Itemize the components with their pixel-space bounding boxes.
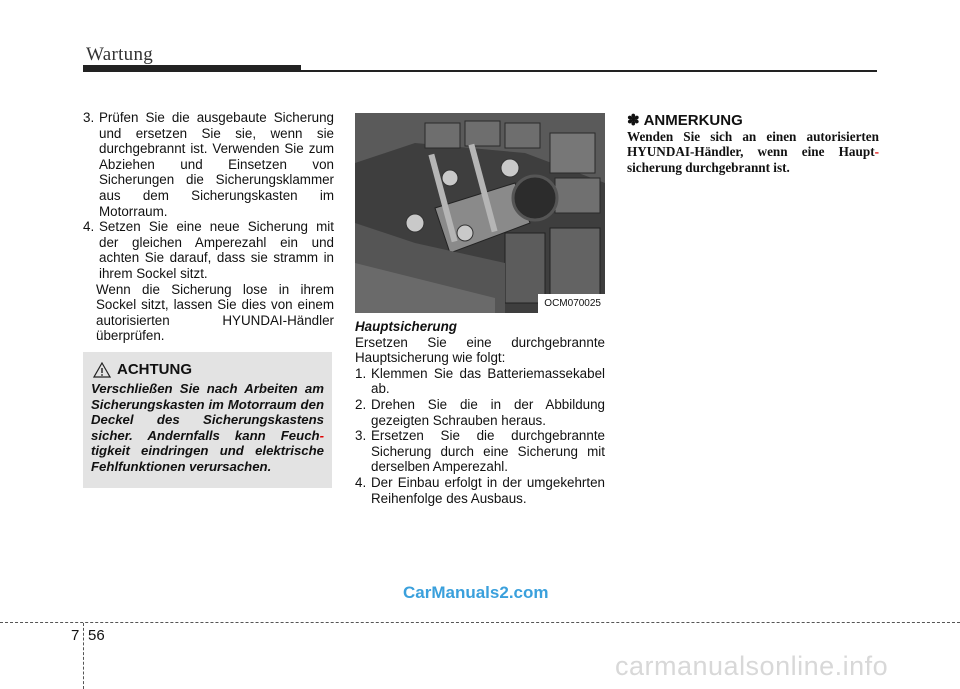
step-text: Klemmen Sie das Batteriemassekabel ab. [371, 365, 605, 397]
footer-rule [0, 622, 960, 623]
follow-paragraph: Wenn die Sicherung lose in ihrem Sockel sitzt, lassen Sie dies von einem autorisierten HYUNDAI-Händler überprüfen. [96, 281, 334, 344]
step-2 [355, 397, 605, 428]
warning-title: ACHTUNG [117, 361, 192, 379]
warning-text [91, 381, 324, 475]
fuse-box-photo [355, 113, 605, 313]
warning-text-part1: Verschließen Sie nach Arbeiten am Sicherungskasten im Motorraum den Deckel des Sicherungskastens sicher. Andernfalls kann Feuch [91, 380, 324, 443]
warning-header [93, 362, 324, 378]
note-title: ANMERKUNG [643, 112, 743, 129]
step-number: 4. [83, 219, 95, 235]
column-middle [355, 110, 605, 506]
step-number: 3. [355, 428, 367, 444]
hyphen-mark: - [319, 427, 324, 443]
warning-triangle-icon [93, 362, 111, 378]
step-3 [355, 428, 605, 475]
step-number: 4. [355, 474, 367, 490]
note-asterisk-icon: ✽ [627, 112, 640, 129]
header-rule-thick [83, 65, 301, 72]
step-number: 1. [355, 365, 367, 381]
step-text: Setzen Sie eine neue Sicherung mit der gleichen Amperezahl ein und achten Sie darauf, dass sie stramm in ihrem Sockel sitzt. [99, 219, 334, 281]
step-4 [83, 219, 334, 281]
watermark-link[interactable]: CarManuals2.com [403, 583, 549, 602]
step-1 [355, 366, 605, 397]
step-number: 3. [83, 110, 95, 125]
footer-site-watermark: carmanualsonline.info [615, 651, 889, 681]
hyphen-mark: - [874, 144, 879, 160]
column-right [627, 110, 879, 175]
note-text-part1: Wenden Sie sich an einen autorisierten HYUNDAI-Händler, wenn eine Haupt [627, 128, 879, 160]
image-code-caption: OCM070025 [538, 294, 605, 313]
step-text: Ersetzen Sie die durchgebrannte Sicherung durch eine Sicherung mit derselben Amperezahl. [371, 428, 605, 475]
step-text: Drehen Sie die in der Abbildung gezeigten Schrauben heraus. [371, 396, 605, 428]
subsection-heading: Hauptsicherung [355, 319, 457, 334]
page-number: 56 [88, 627, 105, 644]
step-4 [355, 475, 605, 506]
note-header [627, 113, 879, 129]
step-number: 2. [355, 396, 367, 412]
note-text [627, 129, 879, 176]
step-text: Prüfen Sie die ausgebaute Sicherung und ersetzen Sie sie, wenn sie durchgebrannt ist. Verwenden Sie zum Abziehen und Einsetzen von Sicherungen die Sicherungsklammer aus dem Sicherungskasten im Motorraum. [99, 110, 334, 219]
note-text-part2: sicherung durchgebrannt ist. [627, 159, 790, 175]
footer-divider [83, 623, 84, 689]
section-title: Wartung [86, 44, 154, 65]
chapter-number: 7 [71, 627, 80, 644]
step-text: Der Einbau erfolgt in der umgekehrten Reihenfolge des Ausbaus. [371, 474, 605, 506]
fuse-box-illustration [355, 113, 605, 313]
warning-text-part2: tigkeit eindringen und elektrische Fehlfunktionen verursachen. [91, 443, 324, 474]
header-rule-thin [301, 70, 877, 72]
step-3 [83, 110, 334, 219]
warning-box [83, 352, 332, 489]
column-left [83, 110, 334, 488]
intro-paragraph: Ersetzen Sie eine durchgebrannte Hauptsicherung wie folgt: [355, 334, 605, 366]
